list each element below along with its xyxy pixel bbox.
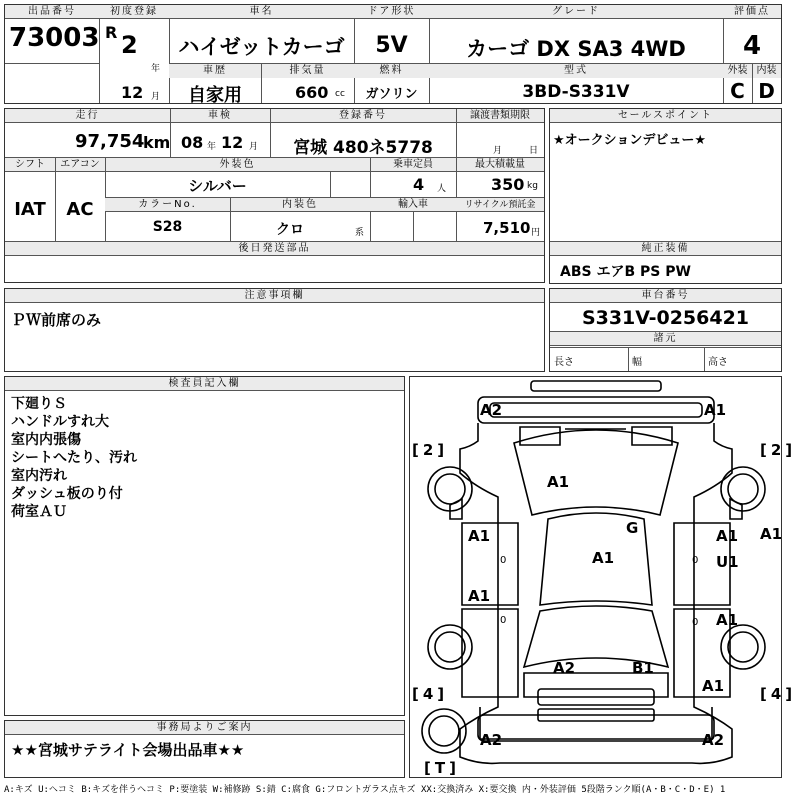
interior-label: 内装: [752, 64, 781, 78]
mark-right-rear-door-no: 0: [692, 617, 699, 628]
recycle-fee: 7,510: [483, 219, 531, 237]
interior-grade: D: [758, 79, 775, 103]
mark-fl-corner: A2: [480, 401, 503, 419]
mark-right-front-door-u: U1: [716, 553, 739, 571]
tire-fl-value: 2: [422, 441, 434, 459]
tire-fr-label: [ 2 ]: [760, 441, 793, 459]
tire-fr-value: 2: [770, 441, 782, 459]
load-label: 最大積載量: [456, 158, 544, 172]
mark-rear-right: B1: [632, 659, 654, 677]
plate-number: 宮城 480ネ5778: [293, 138, 433, 158]
office-box: [4, 720, 405, 778]
mark-right-front-door: A1: [716, 527, 739, 545]
equipment-label: 純正装備: [550, 242, 781, 256]
mark-left-rear-door-no: 0: [500, 615, 507, 626]
score-label: 評価点: [723, 5, 781, 19]
inspector-note: シートへたり、汚れ: [11, 450, 137, 466]
inspector-note: 室内内張傷: [11, 432, 81, 448]
header-block: [4, 4, 782, 104]
width-label: 幅: [632, 357, 642, 368]
transfer-month-unit: 月: [493, 146, 503, 156]
color-no-label: カラーNo.: [105, 198, 230, 212]
mileage: 97,754: [75, 131, 145, 152]
caution-text: ＰＷ前席のみ: [11, 311, 102, 329]
history-label: 車歴: [169, 64, 261, 78]
equipment-text: ABS エアB PS PW: [560, 264, 691, 280]
caution-box: [4, 288, 545, 372]
interior-color-label: 内装色: [230, 198, 370, 212]
inspection-year: 08: [181, 133, 204, 152]
grade-label: グレード: [429, 5, 723, 19]
year-unit: 年: [151, 64, 161, 74]
inspector-box: [4, 376, 405, 716]
cc-unit: cc: [335, 89, 345, 99]
lot-number: 73003: [9, 23, 100, 53]
inspection-month: 12: [221, 133, 244, 152]
sales-point-label: セールスポイント: [550, 109, 781, 123]
mark-fr-corner: A1: [704, 401, 727, 419]
ac-value: AC: [66, 199, 94, 220]
model-label: 型式: [429, 64, 723, 78]
exterior-color: シルバー: [188, 177, 247, 195]
mark-rear-left-bumper: A2: [480, 731, 503, 749]
shift-label: シフト: [5, 158, 55, 172]
mark-left-rear-door: A1: [468, 587, 491, 605]
chassis-label: 車台番号: [550, 289, 781, 303]
history: 自家用: [188, 85, 242, 106]
damage-legend: A:キズ U:ヘコミ B:キズを伴うヘコミ P:要塗装 W:補修跡 S:錆 C:腐食 G:フロントガラス点キズ XX:交換済み X:要交換 内・外装評価 5段階ランク順(A・B・C・D・E) 1: [4, 785, 726, 795]
mark-roof-glass: G: [626, 519, 639, 537]
caution-label: 注意事項欄: [5, 289, 544, 303]
first-reg-year: 2: [121, 31, 138, 59]
mark-hood: A1: [547, 473, 570, 491]
chassis-number: S331V-0256421: [581, 307, 750, 329]
sales-point-text: ★オークションデビュー★: [553, 133, 707, 148]
mark-right-rear-door: A1: [716, 611, 739, 629]
exterior-grade: C: [730, 79, 745, 103]
mark-rear-right-bumper: A2: [702, 731, 725, 749]
month-unit: 月: [151, 92, 161, 102]
inspector-note: 荷室ＡＵ: [11, 504, 67, 520]
capacity-unit: 人: [437, 184, 447, 194]
details-block: [4, 108, 545, 283]
plate-label: 登録番号: [270, 109, 456, 123]
tire-rr-label: [ 4 ]: [760, 685, 793, 703]
capacity: 4: [413, 175, 425, 194]
chassis-box: [549, 288, 782, 372]
era: R: [105, 23, 118, 42]
mark-rear-right-corner: A1: [702, 677, 725, 695]
displacement: 660: [295, 83, 329, 102]
mark-right-front-door-no: 0: [692, 555, 699, 566]
grade: カーゴ DX SA3 4WD: [466, 37, 686, 61]
tire-rr-value: 4: [770, 685, 782, 703]
dims-label: 諸元: [550, 332, 781, 346]
inspection-label: 車検: [170, 109, 270, 123]
tire-rl-value: 4: [422, 685, 434, 703]
sales-point-box: [549, 108, 782, 284]
length-label: 長さ: [554, 357, 574, 368]
import-label: 輸入車: [370, 198, 456, 212]
displacement-label: 排気量: [261, 64, 354, 78]
spare-tire-value: T: [434, 759, 446, 777]
inspection-month-unit: 月: [249, 142, 259, 152]
shift-value: IAT: [14, 199, 46, 220]
interior-color-unit: 系: [355, 228, 365, 238]
recycle-unit: 円: [531, 228, 541, 238]
tire-fl-label: [ 2 ]: [412, 441, 445, 459]
load-unit: kg: [527, 181, 538, 191]
car-name-label: 車名: [169, 5, 354, 19]
mark-rear-left: A2: [553, 659, 576, 677]
door-type: 5V: [375, 33, 408, 58]
car-name: ハイゼットカーゴ: [178, 35, 345, 59]
km-unit: km: [143, 133, 171, 152]
damage-diagram: [409, 376, 793, 778]
model: 3BD-S331V: [522, 82, 630, 102]
office-label: 事務局よりご案内: [5, 721, 404, 735]
car-diagram-svg: [410, 377, 793, 777]
load: 350: [491, 175, 525, 194]
transfer-day-unit: 日: [529, 146, 539, 156]
inspector-note: ハンドルすれ大: [11, 414, 109, 430]
fuel-label: 燃料: [354, 64, 429, 78]
exterior-label: 外装: [723, 64, 752, 78]
deferred-parts-label: 後日発送部品: [5, 242, 544, 256]
spare-tire-label: [ T ]: [424, 759, 456, 777]
door-label: ドア形状: [354, 5, 429, 19]
score: 4: [742, 31, 762, 61]
inspection-year-unit: 年: [207, 142, 217, 152]
inspector-label: 検査員記入欄: [5, 377, 404, 391]
mark-roof: A1: [592, 549, 615, 567]
color-no: S28: [152, 219, 183, 235]
tire-rl-label: [ 4 ]: [412, 685, 445, 703]
mark-left-front-door-no: 0: [500, 555, 507, 566]
capacity-label: 乗車定員: [370, 158, 456, 172]
fuel: ガソリン: [365, 87, 418, 102]
mark-left-front-door: A1: [468, 527, 491, 545]
height-label: 高さ: [708, 357, 728, 368]
interior-color: クロ: [276, 222, 304, 238]
first-reg-label: 初度登録: [99, 5, 169, 19]
color-label: 外装色: [105, 158, 370, 172]
mileage-label: 走行: [5, 109, 170, 123]
lot-label: 出品番号: [5, 5, 99, 19]
inspector-note: ダッシュ板のり付: [11, 486, 123, 502]
inspector-note: 室内汚れ: [11, 468, 67, 484]
mark-right-side: A1: [760, 525, 783, 543]
inspector-note: 下廻りＳ: [11, 396, 67, 412]
office-text: ★★宮城サテライト会場出品車★★: [11, 741, 245, 759]
transfer-label: 譲渡書類期限: [456, 109, 544, 123]
first-reg-month: 12: [121, 83, 144, 102]
recycle-label: リサイクル預託金: [456, 198, 544, 212]
ac-label: エアコン: [55, 158, 105, 172]
